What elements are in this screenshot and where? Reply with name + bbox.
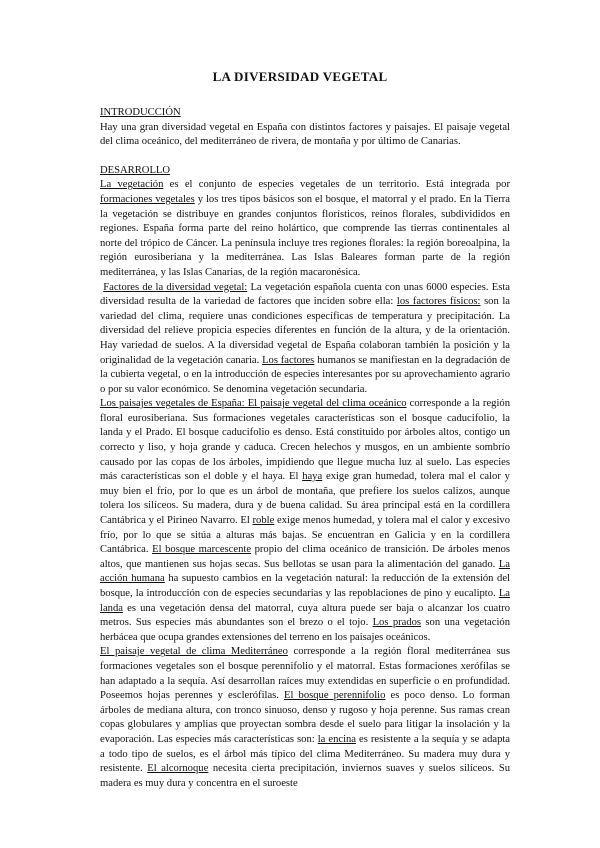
page-title: LA DIVERSIDAD VEGETAL <box>212 69 388 84</box>
text-span: es el conjunto de especies vegetales de un territorio. Está integrada por <box>163 179 510 191</box>
term-alcornoque: El alcornoque <box>147 763 209 775</box>
text-span: necesita cierta precipitación, inviernos suaves y suelos silíceos. Su madera es muy dura y concentra en el suroeste <box>100 763 511 789</box>
paragraph-gap <box>100 150 510 164</box>
text-span: exige gran humedad, tolera mal el calor y muy bien el frío, por lo que es un árbol de montaña, que prefiere los suelos calizos, aunque tolera los silíceos. Su madera, dura y de buena calidad. Su área principal está en la cordillera Cantábrica y el Pirineo Navarro. El <box>100 471 510 527</box>
text-span: son la variedad del clima, requiere unas condiciones específicas de temperatura y precipitación. La diversidad del relieve propicia especies diferentes en función de la altura, y de la orientación. Hay variedad de suelos. A la diversidad vegetal de España colaboran también la posición y la originalidad de la vegetación canaria. <box>100 296 510 366</box>
term-paisajes-oceanico: Los paisajes vegetales de España: El paisaje vegetal del clima oceánico <box>100 398 407 410</box>
intro-paragraph: Hay una gran diversidad vegetal en España con distintos factores y paisajes. El paisaje vegetal del clima oceánico, del mediterráneo de rivera, de montaña y por último de Canarias. <box>100 121 510 148</box>
text-span: y los tres tipos básicos son el bosque, el matorral y el prado. En la Tierra la vegetación se distribuye en grandes conjuntos florísticos, reinos florales, subdivididos en regiones. España forma parte del reino holártico, que comprende las tierras continentales al norte del trópico de Cáncer. La península incluye tres regiones florales: la región boreoalpina, la región eurosiberiana y la mediterránea. Las Islas Baleares forman parte de la región mediterránea, y las Islas Canarias, de la región macaronésica. <box>100 193 511 278</box>
term-roble: roble <box>252 515 275 527</box>
term-vegetacion: La vegetación <box>100 179 164 191</box>
mediterranean-paragraph <box>100 645 510 791</box>
term-factores-diversidad: Factores de la diversidad vegetal: <box>103 281 248 293</box>
desarrollo-heading: DESARROLLO <box>100 164 171 176</box>
term-mediterraneo: El paisaje vegetal de clima Mediterráneo <box>100 646 288 658</box>
text-span: es poco denso. Lo forman árboles de mediana altura, con tronco sinuoso, denso y rugoso y hoja perenne. Sus ramas crean copas globulares y amplias que proyectan sombra desde el suelo para litigar la insolación y la evaporación. Las especies más características son: <box>100 690 510 745</box>
text-span: exige menos humedad, y tolera mal el calor y excesivo frío, por lo que se sitúa a alturas más bajas. Se encuentran en Galicia y en la cordillera Cantábrica. <box>100 515 510 556</box>
term-formaciones: formaciones vegetales <box>100 193 195 205</box>
term-perennifolio: El bosque perennifolio <box>284 690 386 702</box>
term-landa: La landa <box>100 588 510 614</box>
term-marcescente: El bosque marcescente <box>152 544 252 556</box>
term-factores-humanos: Los factores <box>262 354 315 366</box>
text-span: son una vegetación herbácea que ocupa grandes extensiones del terreno en los paisajes oceánicos. <box>100 617 510 643</box>
oceanic-paragraph <box>100 397 510 645</box>
factors-paragraph <box>100 281 510 398</box>
text-span: es resistente a la sequía y se adapta a todo tipo de suelos, es el árbol más típico del clima Mediterráneo. Su madera muy dura y resistente. <box>100 733 511 775</box>
term-prados: Los prados <box>372 617 422 629</box>
term-factores-fisicos: los factores físicos: <box>396 296 481 308</box>
text-span: ha supuesto cambios en la vegetación natural: la reducción de la extensión del bosque, la introducción con de especies secundarias y las repoblaciones de pino y eucalipto. <box>100 573 510 599</box>
text-span: corresponde a la región floral eurosiberiana. Sus formaciones vegetales características son el bosque caducifolio, la landa y el Prado. El bosque caducifolio es denso. Está constituido por árboles altos, contigo un correcto y liso, y hoja grande y caduca. Crecen helechos y musgos, en un ambiente sombrío causado por las copas de los árboles, impidiendo que llegue mucha luz al suelo. Las especies más características son el doble y el haya. El <box>100 398 510 483</box>
text-span: La vegetación española cuenta con unas 6000 especies. Esta diversidad resulta de la variedad de factores que inciden sobre ella: <box>100 281 510 308</box>
text-span: propio del clima oceánico de transición. De árboles menos altos, que mantienen sus hojas secas. Sus bellotas se usan para la alimentación del ganado. <box>100 544 510 570</box>
text-span: humanos se manifiestan en la degradación de la cubierta vegetal, o en la introducción de especies interesantes por su aprovechamiento agrario o por su valor económico. Se denomina vegetación secundaria. <box>100 354 510 395</box>
intro-heading: INTRODUCCIÓN <box>100 107 181 118</box>
vegetation-paragraph <box>100 178 510 280</box>
text-span: es una vegetación densa del matorral, cuya altura puede ser baja o alcanzar los cuatro metros. Sus especies más abundantes son el brezo o el tojo. <box>100 602 510 629</box>
term-accion-humana: La acción humana <box>100 558 510 585</box>
term-encina: la encina <box>317 733 357 745</box>
document-body <box>100 106 510 791</box>
term-haya: haya <box>302 471 323 483</box>
text-span: corresponde a la región floral mediterránea sus formaciones vegetales son el bosque perennifolio y el matorral. Estas formaciones xerófilas se han adaptado a la sequía. Así desarrollan raíces muy extendidas en superficie o en profundidad. Poseemos hojas perennes y esclerófilas. <box>100 646 510 702</box>
